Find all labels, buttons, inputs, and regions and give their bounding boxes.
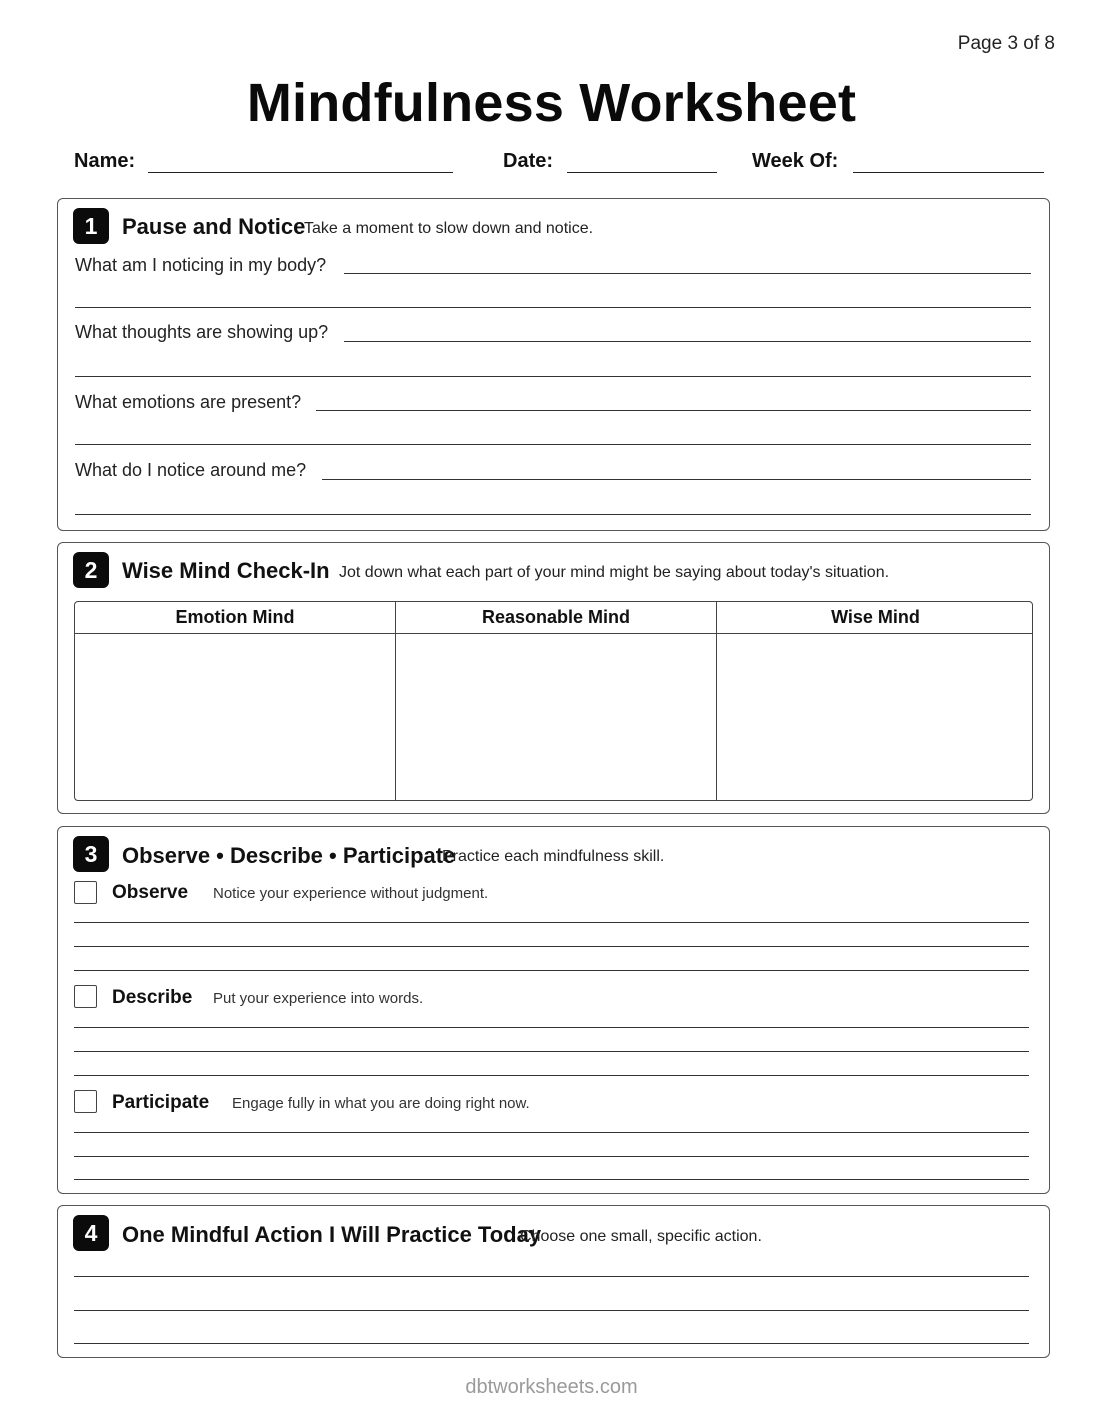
answer-line[interactable] bbox=[74, 1027, 1029, 1028]
section-description: Choose one small, specific action. bbox=[520, 1228, 762, 1245]
reasonable-mind-column bbox=[395, 602, 716, 800]
section-number-badge: 2 bbox=[73, 552, 109, 588]
week-of-label: Week Of: bbox=[752, 150, 839, 172]
section-title: One Mindful Action I Will Practice Today bbox=[122, 1222, 542, 1247]
answer-line[interactable] bbox=[74, 1075, 1029, 1076]
emotion-mind-column bbox=[75, 602, 395, 800]
answer-line[interactable] bbox=[74, 1156, 1029, 1157]
answer-line[interactable] bbox=[74, 946, 1029, 947]
answer-line[interactable] bbox=[75, 514, 1031, 515]
answer-line[interactable] bbox=[316, 410, 1031, 411]
skill-observe-label: Observe bbox=[112, 882, 189, 903]
answer-line[interactable] bbox=[74, 970, 1029, 971]
section-title: Observe • Describe • Participate bbox=[122, 843, 456, 868]
skill-observe-description: Notice your experience without judgment. bbox=[213, 885, 489, 902]
answer-line[interactable] bbox=[344, 341, 1031, 342]
section-description: Take a moment to slow down and notice. bbox=[304, 220, 594, 237]
question-emotions: What emotions are present? bbox=[75, 392, 302, 412]
wise-mind-table bbox=[74, 601, 1033, 801]
page-indicator: Page 3 of 8 bbox=[957, 33, 1055, 54]
footer-site-credit: dbtworksheets.com bbox=[465, 1376, 638, 1398]
section-number-badge: 4 bbox=[73, 1215, 109, 1251]
answer-line[interactable] bbox=[74, 1343, 1029, 1344]
column-header: Emotion Mind bbox=[75, 602, 395, 634]
wise-mind-column bbox=[716, 602, 1033, 800]
column-header: Reasonable Mind bbox=[396, 602, 716, 634]
wise-mind-entry[interactable] bbox=[717, 634, 1033, 800]
skill-participate-label: Participate bbox=[112, 1092, 210, 1113]
answer-line[interactable] bbox=[75, 307, 1031, 308]
section-number-badge: 1 bbox=[73, 208, 109, 244]
answer-line[interactable] bbox=[75, 376, 1031, 377]
describe-checkbox[interactable] bbox=[74, 985, 97, 1008]
section-description: Practice each mindfulness skill. bbox=[442, 848, 665, 865]
page-title: Mindfulness Worksheet bbox=[246, 73, 857, 133]
question-surroundings: What do I notice around me? bbox=[75, 460, 307, 480]
observe-checkbox[interactable] bbox=[74, 881, 97, 904]
question-thoughts: What thoughts are showing up? bbox=[75, 322, 329, 342]
answer-line[interactable] bbox=[74, 1276, 1029, 1277]
emotion-mind-entry[interactable] bbox=[75, 634, 395, 800]
section-description: Jot down what each part of your mind might be saying about today's situation. bbox=[339, 564, 890, 581]
section-title: Pause and Notice bbox=[122, 214, 306, 239]
reasonable-mind-entry[interactable] bbox=[396, 634, 716, 800]
column-header: Wise Mind bbox=[717, 602, 1033, 634]
section-pause-and-notice bbox=[57, 198, 1050, 531]
skill-participate-description: Engage fully in what you are doing right now. bbox=[232, 1095, 530, 1112]
answer-line[interactable] bbox=[74, 922, 1029, 923]
answer-line[interactable] bbox=[74, 1179, 1029, 1180]
answer-line[interactable] bbox=[75, 444, 1031, 445]
skill-describe-description: Put your experience into words. bbox=[213, 990, 424, 1007]
section-mindful-action bbox=[57, 1205, 1050, 1358]
answer-line[interactable] bbox=[322, 479, 1031, 480]
section-observe-describe-participate bbox=[57, 826, 1050, 1194]
section-wise-mind-check-in bbox=[57, 542, 1050, 814]
participate-checkbox[interactable] bbox=[74, 1090, 97, 1113]
date-label: Date: bbox=[503, 150, 554, 172]
section-title: Wise Mind Check-In bbox=[122, 558, 330, 583]
answer-line[interactable] bbox=[74, 1132, 1029, 1133]
skill-describe-label: Describe bbox=[112, 987, 193, 1008]
name-field[interactable] bbox=[148, 172, 453, 173]
answer-line[interactable] bbox=[74, 1310, 1029, 1311]
answer-line[interactable] bbox=[344, 273, 1031, 274]
question-body: What am I noticing in my body? bbox=[75, 255, 327, 275]
answer-line[interactable] bbox=[74, 1051, 1029, 1052]
week-of-field[interactable] bbox=[853, 172, 1044, 173]
date-field[interactable] bbox=[567, 172, 717, 173]
name-label: Name: bbox=[74, 150, 136, 172]
section-number-badge: 3 bbox=[73, 836, 109, 872]
